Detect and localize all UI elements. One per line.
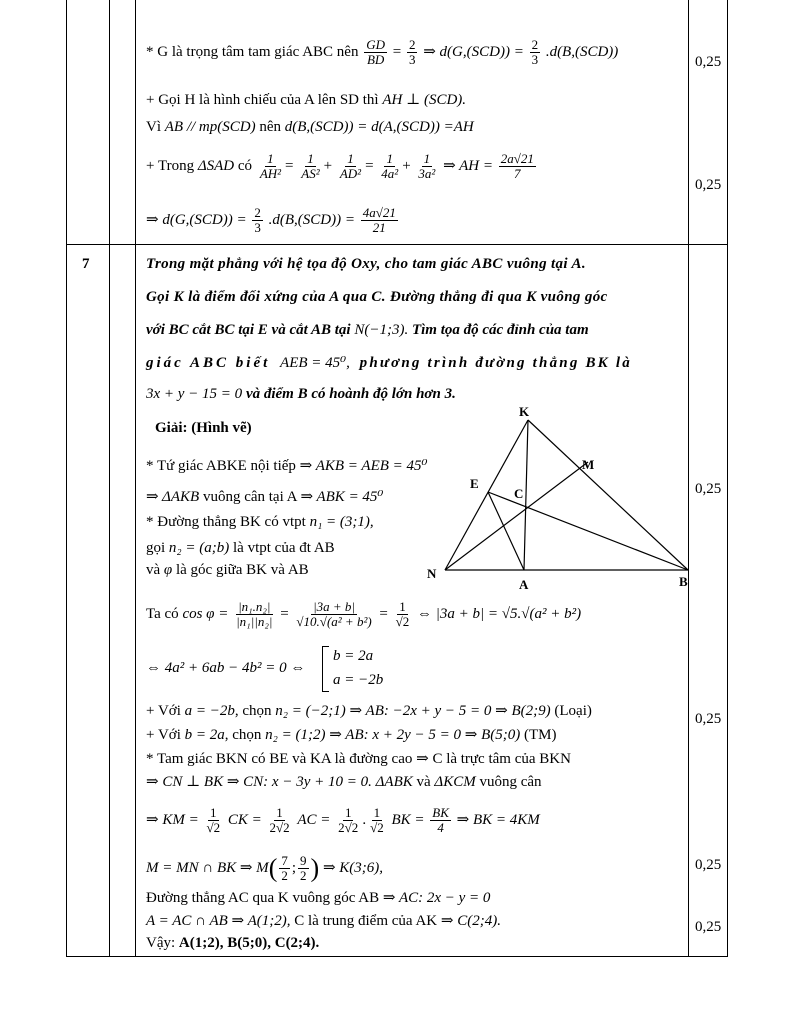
text: là vtpt của đt AB [233, 540, 335, 556]
system-case2: a = −2b [333, 672, 384, 688]
label-M: M [582, 457, 595, 472]
border-right [727, 0, 728, 957]
text: = [392, 43, 402, 60]
text: có [237, 157, 253, 174]
math: ⇒ AKB = AEB = 45⁰ [299, 458, 428, 474]
problem-line1: Trong mặt phẳng với hệ tọa độ Oxy, cho tam giác ABC vuông tại A. [146, 256, 586, 272]
text: và điểm B có hoành độ lớn hơn 3. [245, 386, 456, 402]
text: Đường thẳng AC qua K vuông góc AB [146, 890, 380, 906]
row6-line1 [146, 38, 618, 67]
sol-line9 [146, 725, 557, 745]
sol-line1 [146, 456, 428, 476]
text: vuông cân [479, 774, 542, 790]
text: + Với [146, 727, 181, 743]
fraction: $\frac{1}{\text{AD²}}$ [339, 151, 362, 181]
text: , chọn [224, 727, 262, 743]
label-A: A [519, 577, 529, 592]
math: ΔKCM [434, 774, 476, 790]
math: a = −2b [184, 703, 235, 719]
fraction: $\frac{1}{√2}$ [370, 805, 384, 835]
math: ⇒ BK = 4KM [456, 811, 540, 828]
fraction: $\frac{1}{√2}$ [395, 599, 410, 629]
math: ⇒ [416, 751, 429, 767]
fraction: $\frac{2a√21}{7}$ [500, 151, 534, 181]
system-bracket [322, 646, 329, 692]
problem-line4 [146, 353, 632, 373]
solution-heading: Giải: (Hình vẽ) [155, 420, 252, 436]
text: Vậy: [146, 935, 176, 951]
problem-line5 [146, 384, 456, 404]
math: N(−1;3). [354, 322, 409, 338]
math: AB // mp(SCD) [164, 119, 256, 135]
border-bottom [66, 956, 728, 957]
text: Ta có [146, 605, 179, 622]
text: + Gọi H là hình chiếu của A lên SD thì [146, 92, 379, 108]
row6-line4: + Trong ΔSAD có $\frac{1}{\text{AH²}}$ = $\frac{1}{\text{AS²}}$ + $\frac{1}{\text{AD²}}$ = $\frac{1}{\text{4a²}}$ + $\frac{1}{\text{3a²}}$ ⇒ AH = $\frac{2a√21}{7}$ [146, 151, 534, 181]
text: và [146, 562, 161, 578]
text: = [280, 605, 289, 622]
sol-line13: M = MN ∩ BK ⇒ M( $\frac{7}{2}$ ; $\frac{9}{2}$ ) ⇒ K(3;6), [146, 853, 384, 883]
math: ⇔ |3a + b| = √5.√(a² + b²) [417, 605, 582, 622]
fraction: $\frac{2}{3}$ [531, 37, 539, 67]
text: gọi [146, 540, 166, 556]
border-left [66, 0, 67, 957]
sol-line14 [146, 888, 490, 908]
score: 0,25 [695, 919, 722, 935]
sol-line7 [146, 658, 305, 678]
text: và [416, 774, 431, 790]
segment-EB [488, 492, 688, 570]
math: φ [163, 562, 173, 578]
text: * Đường thẳng BK có vtpt [146, 514, 306, 530]
label-N: N [427, 566, 437, 581]
row-divider [66, 244, 728, 245]
fraction: $\frac{1}{\text{AS²}}$ [301, 151, 320, 181]
math: cos φ = [182, 605, 229, 622]
math: ⇒ AH = [443, 157, 493, 174]
math: n₂ = (−2;1) ⇒ AB: −2x + y − 5 = 0 ⇒ B(2;9) [275, 703, 551, 719]
math: d(B,(SCD)) = d(A,(SCD)) =AH [284, 119, 474, 135]
fraction: $\frac{1}{2√2}$ [269, 805, 290, 835]
fraction: $\frac{1}{\text{3a²}}$ [418, 151, 436, 181]
text: * G là trọng tâm tam giác ABC nên [146, 43, 359, 60]
text: Vì [146, 119, 161, 135]
fraction: $\frac{7}{2}$ [281, 853, 288, 883]
math: ⇒ C(2;4). [440, 913, 501, 929]
text: phương trình đường thẳng BK là [359, 355, 632, 371]
text: + Với [146, 703, 181, 719]
score: 0,25 [695, 711, 722, 727]
fraction: $\frac{1}{\text{4a²}}$ [381, 151, 399, 181]
fraction: $\frac{GD}{BD}$ [366, 37, 385, 67]
math: AC = [297, 811, 331, 828]
sol-line6 [146, 600, 581, 629]
math: M = MN ∩ BK ⇒ M [146, 859, 269, 876]
math: ⇒ KM = [146, 811, 199, 828]
text: (Loại) [554, 703, 592, 719]
math: n₁ = (3;1), [309, 514, 374, 530]
fraction: $\frac{1}{2√2}$ [338, 805, 359, 835]
math: CK = [227, 811, 262, 828]
math: .d(B,(SCD)) [545, 43, 619, 60]
problem-line2: Gọi K là điểm đối xứng của A qua C. Đường thẳng đi qua K vuông góc [146, 289, 608, 305]
text: là góc giữa BK và AB [175, 562, 309, 578]
sol-line5 [146, 560, 309, 580]
row6-line5 [146, 206, 400, 235]
border-col3 [135, 0, 136, 957]
math: n₂ = (1;2) ⇒ AB: x + 2y − 5 = 0 ⇒ B(5;0) [265, 727, 521, 743]
text: với BC cắt BC tại E và cắt AB tại [146, 322, 351, 338]
fraction: $\frac{2}{3}$ [408, 37, 416, 67]
row6-line2 [146, 90, 466, 110]
fraction: $\frac{4a√21}{21}$ [362, 205, 396, 235]
system-case1: b = 2a [333, 648, 374, 664]
math: ⇒ d(G,(SCD)) = [423, 43, 524, 60]
math: ⇒ ABK = 45⁰ [300, 489, 384, 505]
sol-line10 [146, 749, 571, 769]
text: + Trong [146, 157, 195, 174]
math: n₂ = (a;b) [168, 540, 230, 556]
row6-line3 [146, 117, 474, 137]
fraction: $\frac{BK}{4}$ [432, 805, 449, 835]
math: ⇒ d(G,(SCD)) = [146, 211, 247, 228]
text: * Tứ giác ABKE nội tiếp [146, 458, 296, 474]
answer: A(1;2), B(5;0), C(2;4). [178, 935, 320, 951]
score: 0,25 [695, 177, 722, 193]
math: ⇒ K(3;6), [322, 859, 384, 876]
segment-EA [488, 492, 524, 570]
math: AEB = 45⁰, [280, 355, 350, 371]
score: 0,25 [695, 54, 722, 70]
text: , chọn [234, 703, 272, 719]
math: ⇒ ΔAKB [146, 489, 200, 505]
text: Tìm tọa độ các đỉnh của tam [411, 322, 589, 338]
math: ΔABK [375, 774, 413, 790]
math: 3x + y − 15 = 0 [146, 386, 243, 402]
sol-line11 [146, 772, 542, 792]
math: ΔSAD [197, 157, 235, 174]
math: .d(B,(SCD)) = [268, 211, 355, 228]
sol-line8 [146, 701, 592, 721]
text: * Tam giác BKN có BE và KA là đường cao [146, 751, 413, 767]
text: vuông cân tại A [202, 489, 297, 505]
sol-line15 [146, 911, 501, 931]
label-C: C [514, 486, 524, 501]
math: ⇒ AC: 2x − y = 0 [382, 890, 491, 906]
fraction: $\frac{2}{3}$ [254, 205, 261, 235]
text: giác ABC biết [146, 355, 271, 371]
math: A = AC ∩ AB ⇒ A(1;2), [146, 913, 291, 929]
math: ⇒ CN ⊥ BK ⇒ CN: x − 3y + 10 = 0. [146, 774, 372, 790]
fraction: $\frac{\text{|n₁.n₂|}}{\text{|n₁||n₂|}}$ [236, 599, 273, 629]
problem-line3 [146, 320, 589, 340]
sol-line12: ⇒ KM = $\frac{1}{√2}$ CK = $\frac{1}{2√2}$ AC = $\frac{1}{2√2}$ . $\frac{1}{√2}$ BK = $\frac{BK}{4}$ ⇒ BK = 4KM [146, 805, 540, 835]
score: 0,25 [695, 481, 722, 497]
segment-NM [445, 462, 588, 570]
text: (TM) [524, 727, 557, 743]
label-B: B [679, 574, 688, 589]
sol-line16 [146, 933, 319, 953]
segment-KA [524, 420, 528, 570]
sol-line2 [146, 487, 383, 507]
fraction: $\frac{1}{√2}$ [206, 805, 221, 835]
segment-NK [445, 420, 528, 570]
sol-line4 [146, 538, 335, 558]
fraction: $\frac{|3a + b|}{\text{√10.√(a² + b²)}}$ [296, 599, 372, 629]
sol-line3 [146, 512, 374, 532]
fraction: $\frac{1}{\text{AH²}}$ [259, 151, 282, 181]
label-E: E [470, 476, 479, 491]
text: C là trung điểm của AK [294, 913, 438, 929]
segment-KB [528, 420, 688, 570]
label-K: K [519, 404, 530, 419]
math: AH ⊥ (SCD). [382, 92, 467, 108]
score: 0,25 [695, 857, 722, 873]
math: ⇔ 4a² + 6ab − 4b² = 0 ⇔ [146, 660, 306, 676]
math: BK = [391, 811, 425, 828]
math: b = 2a [184, 727, 225, 743]
text: nên [259, 119, 281, 135]
text: C là trực tâm của BKN [432, 751, 571, 767]
border-col4 [688, 0, 689, 957]
border-col2 [109, 0, 110, 957]
fraction: $\frac{9}{2}$ [300, 853, 307, 883]
text: = [379, 605, 388, 622]
question-number: 7 [82, 256, 90, 272]
